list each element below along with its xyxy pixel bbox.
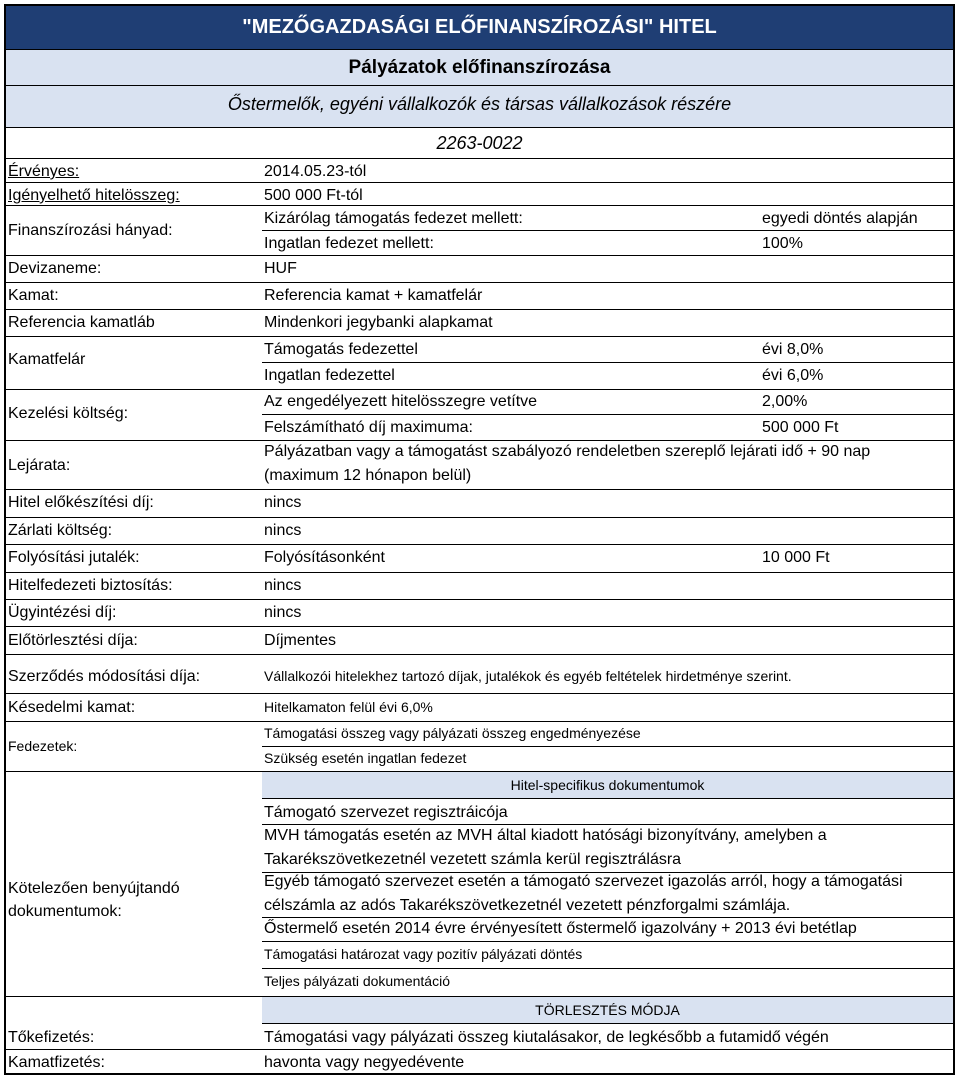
repayment-section-header xyxy=(262,996,953,1024)
collateral-label: Fedezetek: xyxy=(8,738,78,754)
admin-fee-label: Ügyintézési díj: xyxy=(8,604,117,621)
credit-insurance-label: Hitelfedezeti biztosítás: xyxy=(8,577,173,594)
prepayment-fee-value: Díjmentes xyxy=(264,632,337,649)
margin-line1: Támogatás fedezettel xyxy=(264,341,418,358)
preparation-fee-value: nincs xyxy=(264,494,302,511)
amendment-fee-label: Szerződés módosítási díja: xyxy=(8,668,201,685)
amount-label: Igényelhető hitelösszeg: xyxy=(8,187,180,204)
closing-cost-label: Zárlati költség: xyxy=(8,522,113,539)
validity-label: Érvényes: xyxy=(8,163,80,180)
collateral-line2: Szükség esetén ingatlan fedezet xyxy=(264,750,467,766)
credit-insurance-value: nincs xyxy=(264,577,302,594)
target-audience: Őstermelők, egyéni vállalkozók és társas vállalkozások részére xyxy=(6,85,953,127)
principal-payment-label: Tőkefizetés: xyxy=(8,1029,95,1046)
interest-payment-value: havonta vagy negyedévente xyxy=(264,1054,465,1071)
product-code: 2263-0022 xyxy=(6,127,953,158)
handling-fee-line1: Az engedélyezett hitelösszegre vetítve xyxy=(264,393,538,410)
document-item-1: Támogató szervezet regisztráicója xyxy=(264,804,508,821)
amendment-fee-value: Vállalkozói hitelekhez tartozó díjak, jutalékok és egyéb feltételek hirdetménye szerint. xyxy=(264,668,792,684)
handling-fee-line2-value: 500 000 Ft xyxy=(762,419,839,436)
interest-value: Referencia kamat + kamatfelár xyxy=(264,287,483,304)
required-documents-label-line2: dokumentumok: xyxy=(8,903,122,920)
handling-fee-label: Kezelési költség: xyxy=(8,405,129,422)
closing-cost-value: nincs xyxy=(264,522,302,539)
margin-label: Kamatfelár xyxy=(8,351,86,368)
collateral-line1: Támogatási összeg vagy pályázati összeg engedményezése xyxy=(264,725,641,741)
handling-fee-line1-value: 2,00% xyxy=(762,393,808,410)
late-interest-value: Hitelkamaton felül évi 6,0% xyxy=(264,699,433,715)
currency-value: HUF xyxy=(264,260,297,277)
reference-rate-label: Referencia kamatláb xyxy=(8,314,155,331)
financing-ratio-label: Finanszírozási hányad: xyxy=(8,222,173,239)
admin-fee-value: nincs xyxy=(264,604,302,621)
disbursement-fee-label: Folyósítási jutalék: xyxy=(8,549,140,566)
documents-section-header xyxy=(262,771,953,799)
document-item-2: MVH támogatás esetén az MVH által kiadott hatósági bizonyítvány, amelyben a Takarékszövetkezetnél vezetett számla kerül regisztrálásra xyxy=(264,827,827,868)
validity-value: 2014.05.23-tól xyxy=(264,163,367,180)
prepayment-fee-label: Előtörlesztési díja: xyxy=(8,632,138,649)
margin-line1-value: évi 8,0% xyxy=(762,341,824,358)
late-interest-label: Késedelmi kamat: xyxy=(8,699,136,716)
document-item-6: Teljes pályázati dokumentáció xyxy=(264,973,450,989)
disbursement-fee-amount: 10 000 Ft xyxy=(762,549,830,566)
margin-line2-value: évi 6,0% xyxy=(762,367,824,384)
disbursement-fee-value: Folyósításonként xyxy=(264,549,385,566)
interest-payment-label: Kamatfizetés: xyxy=(8,1054,105,1071)
financing-line2: Ingatlan fedezet mellett: xyxy=(264,235,434,252)
handling-fee-line2: Felszámítható díj maximuma: xyxy=(264,419,473,436)
reference-rate-value: Mindenkori jegybanki alapkamat xyxy=(264,314,493,331)
interest-label: Kamat: xyxy=(8,287,59,304)
maturity-value: Pályázatban vagy a támogatást szabályozó rendeletben szereplő lejárati idő + 90 nap (maximum 12 hónapon belül) xyxy=(264,443,871,484)
document-item-3: Egyéb támogató szervezet esetén a támogató szervezet igazolás arról, hogy a támogatási célszámla az adós Takarékszövetkezetnél vezetett pénzforgalmi számlája. xyxy=(264,873,903,914)
maturity-label: Lejárata: xyxy=(8,457,71,474)
currency-label: Devizaneme: xyxy=(8,260,102,277)
principal-payment-value: Támogatási vagy pályázati összeg kiutalásakor, de legkésőbb a futamidő végén xyxy=(264,1029,829,1046)
amount-value: 500 000 Ft-tól xyxy=(264,187,363,204)
repayment-section-title: TÖRLESZTÉS MÓDJA xyxy=(535,1002,680,1018)
loan-conditions-table xyxy=(4,4,955,1075)
financing-line2-value: 100% xyxy=(762,235,803,252)
preparation-fee-label: Hitel előkészítési díj: xyxy=(8,494,154,511)
document-title: "MEZŐGAZDASÁGI ELŐFINANSZÍROZÁSI" HITEL xyxy=(6,6,953,49)
document-subtitle: Pályázatok előfinanszírozása xyxy=(6,49,953,85)
required-documents-label-line1: Kötelezően benyújtandó xyxy=(8,880,180,897)
financing-line1-value: egyedi döntés alapján xyxy=(762,210,918,227)
document-item-5: Támogatási határozat vagy pozitív pályázati döntés xyxy=(264,946,583,962)
financing-line1: Kizárólag támogatás fedezet mellett: xyxy=(264,210,523,227)
document-item-4: Őstermelő esetén 2014 évre érvényesített őstermelő igazolvány + 2013 évi betétlap xyxy=(264,920,857,937)
margin-line2: Ingatlan fedezettel xyxy=(264,367,395,384)
documents-section-title: Hitel-specifikus dokumentumok xyxy=(510,777,705,793)
